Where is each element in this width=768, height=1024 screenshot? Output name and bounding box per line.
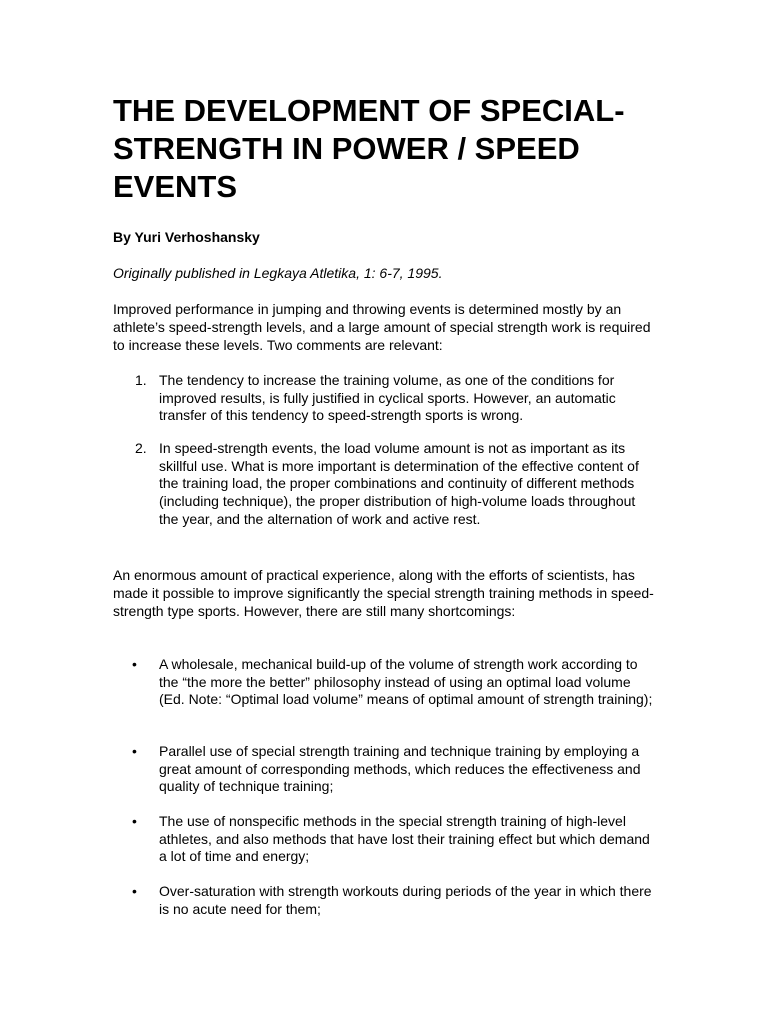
list-item-text: Over-saturation with strength workouts during periods of the year in which there is no acute need for them;: [159, 883, 652, 917]
document-title: [113, 92, 658, 206]
numbered-list-continued: [113, 440, 658, 529]
numbered-item-2: [113, 440, 658, 529]
bullet-item-2: [113, 743, 658, 796]
bullet-icon: •: [132, 883, 137, 899]
bullet-icon: •: [132, 656, 137, 672]
list-item-text: The tendency to increase the training volume, as one of the conditions for improved results, is fully justified in cyclical sports. However, an automatic transfer of this tendency to speed-strength sports is wrong.: [159, 372, 616, 424]
document-page: [113, 92, 658, 917]
bullet-item-1: [113, 656, 658, 709]
bullet-list-item-3-wrap: [113, 813, 658, 866]
bullet-list-item-4-wrap: [113, 883, 658, 918]
list-number: 1.: [135, 372, 147, 388]
bullet-icon: •: [132, 743, 137, 759]
intro-paragraph: Improved performance in jumping and throwing events is determined mostly by an athlete’s speed-strength levels, and a large amount of special strength work is required to increase these levels. Two comments are relevant:: [113, 301, 651, 353]
bullet-list-item-1-wrap: [113, 656, 658, 709]
title-line-1: THE DEVELOPMENT OF SPECIAL-: [113, 93, 625, 128]
numbered-item-1: [113, 372, 658, 425]
second-paragraph: An enormous amount of practical experience, along with the efforts of scientists, has made it possible to improve significantly the special strength training methods in speed-strength type sports. However, there are still many shortcomings:: [113, 567, 654, 619]
bullet-icon: •: [132, 813, 137, 829]
numbered-list: [113, 372, 658, 425]
list-item-text: The use of nonspecific methods in the special strength training of high-level athletes, and also methods that have lost their training effect but which demand a lot of time and energy;: [159, 813, 650, 865]
list-item-text: A wholesale, mechanical build-up of the volume of strength work according to the “the more the better” philosophy instead of using an optimal load volume (Ed. Note: “Optimal load volume” means of optimal amount of strength training);: [159, 656, 653, 708]
byline: By Yuri Verhoshansky: [113, 229, 260, 245]
source-citation: Originally published in Legkaya Atletika, 1: 6-7, 1995.: [113, 265, 443, 281]
title-line-3: EVENTS: [113, 169, 238, 204]
bullet-item-4: [113, 883, 658, 918]
title-line-2: STRENGTH IN POWER / SPEED: [113, 131, 580, 166]
list-item-text: In speed-strength events, the load volume amount is not as important as its skillful use. What is more important is determination of the effective content of the training load, the proper combinations and continuity of different methods (including technique), the proper distribution of high-volume loads throughout the year, and the alternation of work and active rest.: [159, 440, 639, 527]
list-item-text: Parallel use of special strength training and technique training by employing a great amount of corresponding methods, which reduces the effectiveness and quality of technique training;: [159, 743, 641, 795]
list-number: 2.: [135, 440, 147, 456]
bullet-item-3: [113, 813, 658, 866]
bullet-list-item-2-wrap: [113, 743, 658, 796]
